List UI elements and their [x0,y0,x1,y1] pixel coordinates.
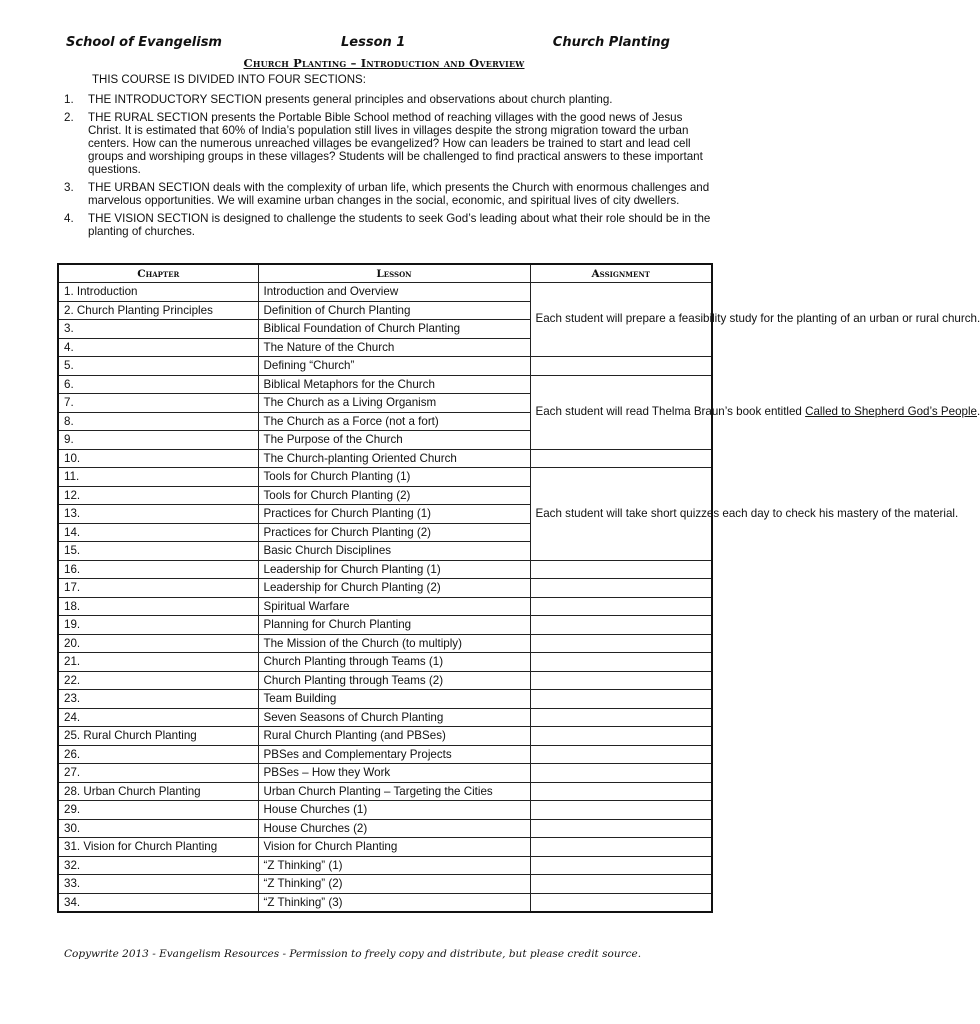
header-course: Church Planting [552,35,670,50]
chapter-cell: 2. Church Planting Principles [58,301,258,320]
lesson-cell: Basic Church Disciplines [258,542,530,561]
table-row [58,819,712,838]
lesson-cell: Planning for Church Planting [258,616,530,635]
assignment-cell-empty [530,764,712,783]
lesson-cell: Practices for Church Planting (2) [258,523,530,542]
assignment-cell-empty [530,856,712,875]
chapter-cell: 26. [58,745,258,764]
chapter-cell: 23. [58,690,258,709]
table-row [58,449,712,468]
assignment-cell-empty [530,560,712,579]
chapter-cell: 8. [58,412,258,431]
lesson-cell: The Nature of the Church [258,338,530,357]
table-row [58,764,712,783]
chapter-cell: 3. [58,320,258,339]
assignment-cell: Each student will take short quizzes each day to check his mastery of the material. [530,468,712,561]
chapter-cell: 32. [58,856,258,875]
section-item [64,181,714,207]
assignment-cell-empty [530,616,712,635]
section-number: 3. [64,181,74,194]
lesson-cell: The Church as a Living Organism [258,394,530,413]
lesson-cell: Definition of Church Planting [258,301,530,320]
table-row [58,283,712,302]
lesson-cell: PBSes – How they Work [258,764,530,783]
lesson-cell: Introduction and Overview [258,283,530,302]
table-row [58,875,712,894]
lesson-cell: Seven Seasons of Church Planting [258,708,530,727]
book-title: Called to Shepherd God’s People [805,404,977,418]
lesson-cell: House Churches (2) [258,819,530,838]
assignment-cell-empty [530,671,712,690]
assignment-cell-empty [530,875,712,894]
lesson-cell: Spiritual Warfare [258,597,530,616]
lesson-cell: Urban Church Planting – Targeting the Cities [258,782,530,801]
header-assignment: Assignment [530,264,712,283]
chapter-cell: 33. [58,875,258,894]
table-row [58,560,712,579]
assignment-cell-empty [530,634,712,653]
chapter-cell: 13. [58,505,258,524]
chapter-cell: 28. Urban Church Planting [58,782,258,801]
section-text: THE URBAN SECTION deals with the complexity of urban life, which presents the Church with enormous challenges and marvelous opportunities. We will examine urban changes in the social, economic, and spiritual lives of city dwellers. [88,181,710,207]
table-row [58,671,712,690]
intro-text: THIS COURSE IS DIVIDED INTO FOUR SECTIONS: [92,74,366,86]
lesson-cell: The Mission of the Church (to multiply) [258,634,530,653]
assignment-cell-empty [530,838,712,857]
chapter-cell: 14. [58,523,258,542]
header-lesson: Lesson [258,264,530,283]
lesson-cell: Tools for Church Planting (1) [258,468,530,487]
chapter-cell: 6. [58,375,258,394]
table-row [58,838,712,857]
chapter-cell: 7. [58,394,258,413]
assignment-cell-empty [530,819,712,838]
table-row [58,579,712,598]
table-row [58,727,712,746]
assignment-text-end: . [977,404,980,418]
assignment-cell-empty [530,653,712,672]
table-row [58,782,712,801]
table-row [58,856,712,875]
table-row [58,375,712,394]
chapter-cell: 16. [58,560,258,579]
chapter-cell: 34. [58,893,258,912]
chapter-cell: 9. [58,431,258,450]
assignment-cell-empty [530,893,712,912]
lesson-cell: Rural Church Planting (and PBSes) [258,727,530,746]
chapter-cell: 10. [58,449,258,468]
lesson-cell: The Church-planting Oriented Church [258,449,530,468]
chapter-cell: 29. [58,801,258,820]
chapter-cell: 21. [58,653,258,672]
chapter-cell: 24. [58,708,258,727]
assignment-cell-empty [530,579,712,598]
lesson-cell: Church Planting through Teams (1) [258,653,530,672]
table-row [58,468,712,487]
lesson-cell: Biblical Foundation of Church Planting [258,320,530,339]
chapter-cell: 20. [58,634,258,653]
table-row [58,634,712,653]
chapter-cell: 11. [58,468,258,487]
assignment-cell [530,375,980,449]
lesson-cell: “Z Thinking” (2) [258,875,530,894]
lesson-cell: Vision for Church Planting [258,838,530,857]
section-text: THE VISION SECTION is designed to challenge the students to seek God’s leading about what their role should be in the planting of churches. [88,212,711,238]
lesson-cell: “Z Thinking” (1) [258,856,530,875]
page-header [66,35,670,53]
assignment-cell-empty [530,690,712,709]
section-number: 4. [64,212,74,225]
lesson-cell: Defining “Church” [258,357,530,376]
section-item [64,93,714,106]
lesson-cell: The Church as a Force (not a fort) [258,412,530,431]
table-row [58,893,712,912]
assignment-cell-empty [530,449,712,468]
lesson-cell: Biblical Metaphors for the Church [258,375,530,394]
lesson-cell: PBSes and Complementary Projects [258,745,530,764]
lesson-cell: Team Building [258,690,530,709]
table-row [58,801,712,820]
assignment-cell-empty [530,782,712,801]
table-row [58,616,712,635]
course-table [57,263,980,913]
header-chapter: Chapter [58,264,258,283]
assignment-cell-empty [530,708,712,727]
section-text: THE RURAL SECTION presents the Portable Bible School method of reaching villages with the good news of Jesus Christ. It is estimated that 60% of India’s population still lives in villages despite the strong migration toward the urban centers. How can the numerous unreached villages be evangelized? How can leaders be trained to start and lead cell groups and worshiping groups in these villages? Students will be challenged to find practical answers to these important questions. [88,111,703,176]
sections-list [64,93,714,243]
table-row [58,690,712,709]
document-title: Church Planting – Introduction and Overview [243,56,525,70]
table-body [58,283,980,913]
assignment-cell-empty [530,597,712,616]
table-row [58,745,712,764]
assignment-cell-empty [530,801,712,820]
lesson-cell: Leadership for Church Planting (2) [258,579,530,598]
lesson-cell: Practices for Church Planting (1) [258,505,530,524]
table-row [58,653,712,672]
table-row [58,597,712,616]
assignment-cell-empty [530,727,712,746]
section-number: 1. [64,93,74,106]
lesson-cell: “Z Thinking” (3) [258,893,530,912]
lesson-cell: Leadership for Church Planting (1) [258,560,530,579]
section-text: THE INTRODUCTORY SECTION presents general principles and observations about church planting. [88,93,613,106]
header-lesson: Lesson 1 [341,35,406,50]
chapter-cell: 4. [58,338,258,357]
assignment-cell-empty [530,357,712,376]
assignment-text: Each student will read Thelma Braun’s book entitled [535,404,806,418]
assignment-cell-empty [530,745,712,764]
chapter-cell: 27. [58,764,258,783]
lesson-cell: Tools for Church Planting (2) [258,486,530,505]
chapter-cell: 31. Vision for Church Planting [58,838,258,857]
lesson-cell: House Churches (1) [258,801,530,820]
chapter-cell: 17. [58,579,258,598]
chapter-cell: 25. Rural Church Planting [58,727,258,746]
chapter-cell: 12. [58,486,258,505]
lesson-cell: The Purpose of the Church [258,431,530,450]
header-school: School of Evangelism [66,35,222,50]
chapter-cell: 18. [58,597,258,616]
section-item [64,212,714,238]
chapter-cell: 5. [58,357,258,376]
lesson-cell: Church Planting through Teams (2) [258,671,530,690]
chapter-cell: 1. Introduction [58,283,258,302]
chapter-cell: 19. [58,616,258,635]
chapter-cell: 30. [58,819,258,838]
chapter-cell: 22. [58,671,258,690]
section-number: 2. [64,111,74,124]
chapter-cell: 15. [58,542,258,561]
table-row [58,708,712,727]
copyright-footer: Copywrite 2013 - Evangelism Resources - Permission to freely copy and distribute, but please credit source. [64,948,642,960]
section-item [64,111,714,176]
table-row [58,357,712,376]
table-header-row [58,264,712,283]
assignment-cell: Each student will prepare a feasibility study for the planting of an urban or rural church. [530,283,712,357]
